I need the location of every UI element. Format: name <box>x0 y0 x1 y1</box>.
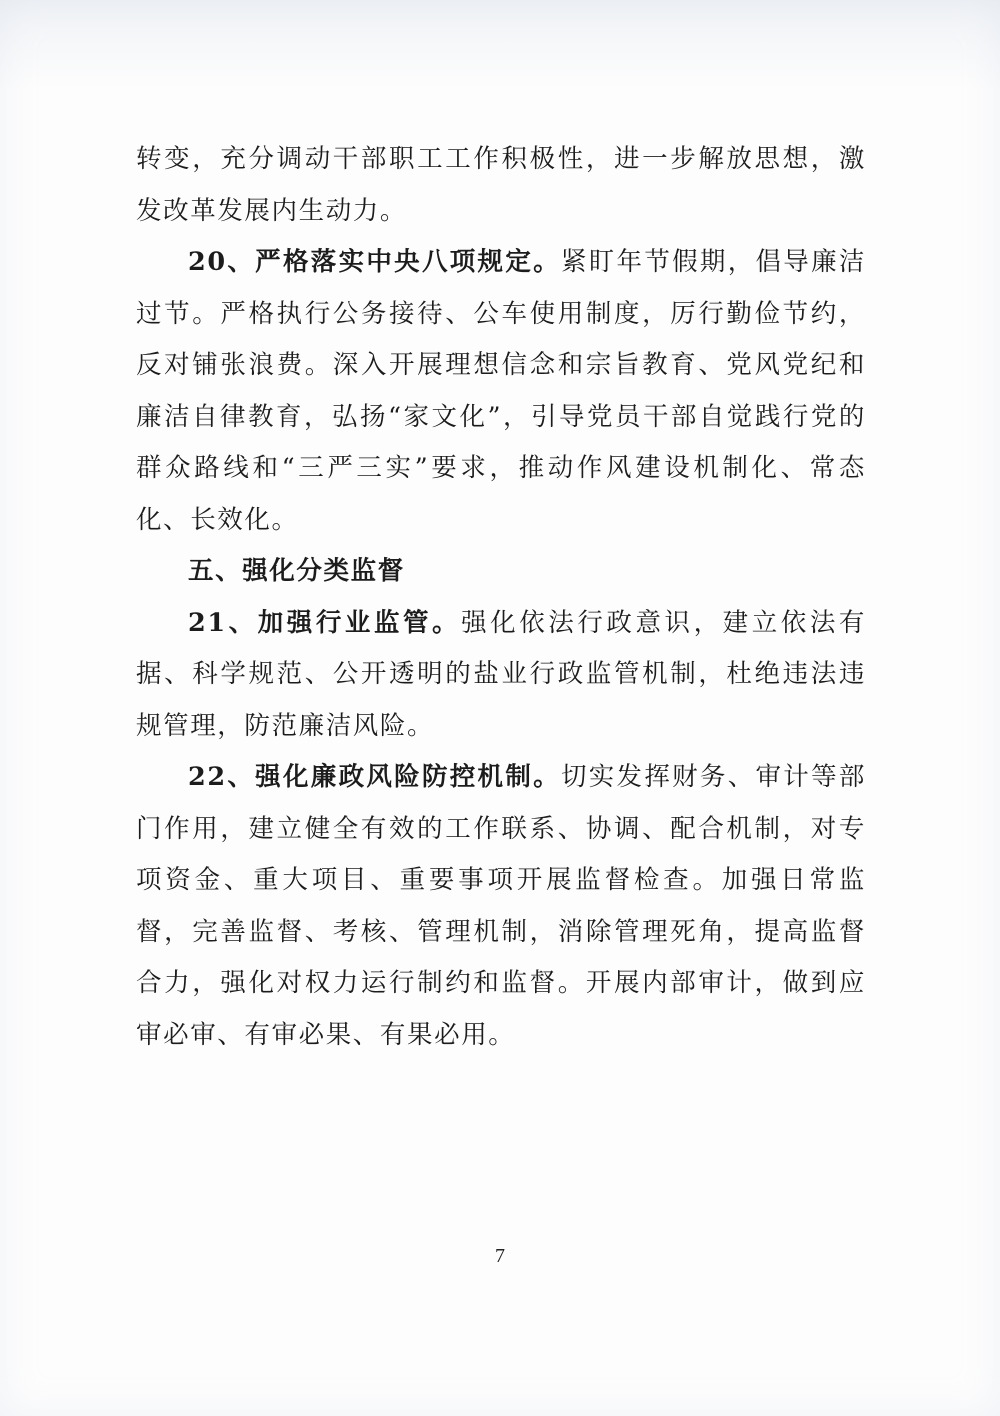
paragraph-text: 转变，充分调动干部职工工作积极性，进一步解放思想，激发改革发展内生动力。 <box>136 144 866 226</box>
paragraph-text: 切实发挥财务、审计等部门作用，建立健全有效的工作联系、协调、配合机制，对专项资金、重大项目、重要事项开展监督检查。加强日常监督，完善监督、考核、管理机制，消除管理死角，提高监督合力，强化对权力运行制约和监督。开展内部审计，做到应审必审、有审必果、有果必用。 <box>136 762 866 1050</box>
paragraph-text: 强化依法行政意识，建立依法有据、科学规范、公开透明的盐业行政监管机制，杜绝违法违规管理，防范廉洁风险。 <box>136 607 866 741</box>
paragraph-lead: 20、严格落实中央八项规定。 <box>188 247 561 277</box>
paragraph-item-21 <box>136 598 866 753</box>
paragraph-lead: 21、加强行业监管。 <box>188 607 462 638</box>
scan-shading <box>0 0 1000 90</box>
section-heading: 五、强化分类监督 <box>188 556 405 586</box>
paragraph-item-22 <box>136 752 866 1061</box>
paragraph-continuation <box>136 134 866 237</box>
document-body <box>136 134 866 1061</box>
paragraph-item-20 <box>136 237 866 546</box>
paragraph-text: 紧盯年节假期，倡导廉洁过节。严格执行公务接待、公车使用制度，厉行勤俭节约，反对铺张浪费。深入开展理想信念和宗旨教育、党风党纪和廉洁自律教育，弘扬“家文化”，引导党员干部自觉践行党的群众路线和“三严三实”要求，推动作风建设机制化、常态化、长效化。 <box>136 247 866 535</box>
page-number: 7 <box>495 1245 505 1267</box>
paragraph-lead: 22、强化廉政风险防控机制。 <box>188 762 561 792</box>
